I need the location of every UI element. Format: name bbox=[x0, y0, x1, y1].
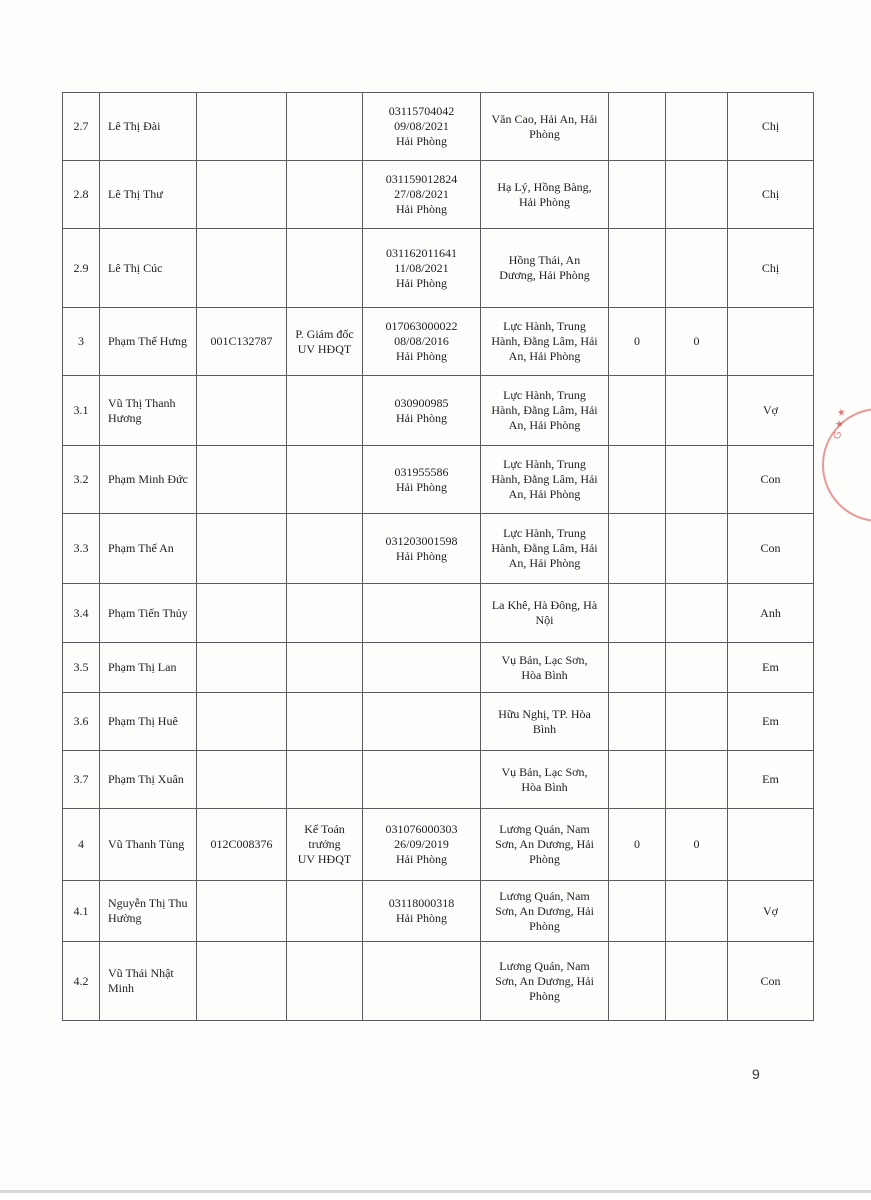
cell-relation-text: Con bbox=[760, 541, 781, 555]
cell-relation-text: Em bbox=[762, 714, 779, 728]
cell-stt bbox=[63, 693, 100, 751]
cell-shares bbox=[609, 809, 666, 881]
cell-stt bbox=[63, 376, 100, 446]
cell-ratio-text: 0 bbox=[693, 334, 700, 348]
table-row bbox=[63, 881, 814, 942]
cell-shares bbox=[609, 446, 666, 514]
cell-name bbox=[100, 584, 197, 643]
cell-address bbox=[481, 376, 609, 446]
cell-shares bbox=[609, 751, 666, 809]
cell-address bbox=[481, 446, 609, 514]
table-row bbox=[63, 693, 814, 751]
table-row bbox=[63, 308, 814, 376]
cell-id-info-text: 031159012824 27/08/2021 Hải Phòng bbox=[385, 172, 458, 216]
cell-code-text: 001C132787 bbox=[210, 334, 273, 348]
cell-id-info bbox=[363, 643, 481, 693]
cell-ratio bbox=[666, 809, 728, 881]
cell-name bbox=[100, 942, 197, 1021]
table-row bbox=[63, 446, 814, 514]
cell-relation bbox=[728, 693, 814, 751]
cell-relation-text: Em bbox=[762, 660, 779, 674]
cell-relation-text: Vợ bbox=[762, 903, 778, 918]
cell-relation bbox=[728, 93, 814, 161]
cell-stt bbox=[63, 881, 100, 942]
cell-stt bbox=[63, 942, 100, 1021]
cell-address-text: Lực Hành, Trung Hành, Đằng Lâm, Hải An, Hải Phòng bbox=[491, 526, 598, 570]
page-number: 9 bbox=[752, 1066, 760, 1082]
cell-position bbox=[287, 751, 363, 809]
cell-code bbox=[197, 643, 287, 693]
cell-code bbox=[197, 809, 287, 881]
cell-address-text: Lương Quán, Nam Sơn, An Dương, Hải Phòng bbox=[495, 822, 594, 866]
cell-address-text: Lực Hành, Trung Hành, Đằng Lâm, Hải An, Hải Phòng bbox=[491, 388, 598, 432]
cell-position bbox=[287, 693, 363, 751]
cell-address bbox=[481, 881, 609, 942]
cell-stt bbox=[63, 751, 100, 809]
cell-id-info bbox=[363, 881, 481, 942]
cell-code bbox=[197, 942, 287, 1021]
cell-position bbox=[287, 514, 363, 584]
cell-id-info bbox=[363, 942, 481, 1021]
cell-ratio bbox=[666, 229, 728, 308]
cell-shares bbox=[609, 93, 666, 161]
cell-position bbox=[287, 643, 363, 693]
cell-name-text: Nguyễn Thị Thu Hường bbox=[108, 896, 188, 925]
cell-position bbox=[287, 93, 363, 161]
table-row bbox=[63, 643, 814, 693]
cell-code bbox=[197, 308, 287, 376]
cell-relation bbox=[728, 881, 814, 942]
cell-address-text: Lương Quán, Nam Sơn, An Dương, Hải Phòng bbox=[495, 888, 594, 933]
cell-stt bbox=[63, 514, 100, 584]
cell-id-info-text: 031203001598 Hải Phòng bbox=[385, 533, 458, 563]
cell-name-text: Phạm Thế An bbox=[108, 541, 174, 555]
cell-shares bbox=[609, 376, 666, 446]
cell-stt-text: 3 bbox=[78, 334, 84, 348]
cell-id-info-text: 03115704042 09/08/2021 Hải Phòng bbox=[388, 104, 455, 148]
cell-relation-text: Chị bbox=[761, 119, 780, 133]
cell-id-info bbox=[363, 308, 481, 376]
cell-relation bbox=[728, 514, 814, 584]
cell-ratio bbox=[666, 161, 728, 229]
cell-position bbox=[287, 942, 363, 1021]
cell-address-text: Lực Hành, Trung Hành, Đằng Lâm, Hải An, Hải Phòng bbox=[491, 319, 598, 363]
cell-relation bbox=[728, 161, 814, 229]
cell-relation bbox=[728, 584, 814, 643]
cell-stt-text: 3.1 bbox=[73, 403, 89, 417]
cell-position bbox=[287, 376, 363, 446]
cell-relation-text: Con bbox=[760, 973, 781, 988]
cell-stt-text: 3.6 bbox=[73, 714, 89, 728]
cell-relation-text: Chị bbox=[761, 187, 780, 201]
cell-id-info-text: 030900985 Hải Phòng bbox=[394, 395, 449, 425]
cell-stt bbox=[63, 308, 100, 376]
cell-id-info bbox=[363, 809, 481, 881]
cell-address bbox=[481, 693, 609, 751]
cell-relation bbox=[728, 751, 814, 809]
cell-position bbox=[287, 809, 363, 881]
cell-code bbox=[197, 584, 287, 643]
cell-stt bbox=[63, 643, 100, 693]
cell-relation-text: Em bbox=[762, 772, 779, 786]
cell-shares bbox=[609, 584, 666, 643]
cell-shares bbox=[609, 643, 666, 693]
cell-name bbox=[100, 751, 197, 809]
cell-id-info bbox=[363, 93, 481, 161]
table-row bbox=[63, 751, 814, 809]
cell-id-info-text: 031955586 Hải Phòng bbox=[394, 464, 449, 494]
cell-stt-text: 4.1 bbox=[73, 903, 89, 918]
cell-ratio bbox=[666, 693, 728, 751]
cell-stt-text: 2.8 bbox=[73, 187, 89, 201]
cell-stt bbox=[63, 161, 100, 229]
table-row bbox=[63, 93, 814, 161]
cell-address-text: Văn Cao, Hải An, Hải Phòng bbox=[491, 111, 598, 141]
cell-stt-text: 3.5 bbox=[73, 660, 89, 674]
cell-address-text: Hạ Lý, Hồng Bàng, Hải Phòng bbox=[497, 179, 592, 209]
cell-code bbox=[197, 693, 287, 751]
cell-stt-text: 2.7 bbox=[73, 119, 89, 133]
cell-name bbox=[100, 161, 197, 229]
cell-stt-text: 2.9 bbox=[73, 260, 89, 275]
cell-code bbox=[197, 376, 287, 446]
table-row bbox=[63, 514, 814, 584]
cell-code bbox=[197, 93, 287, 161]
cell-stt-text: 3.7 bbox=[73, 772, 89, 786]
cell-address bbox=[481, 809, 609, 881]
cell-position bbox=[287, 229, 363, 308]
cell-stt bbox=[63, 446, 100, 514]
cell-ratio-text: 0 bbox=[693, 837, 700, 851]
cell-name-text: Phạm Thế Hưng bbox=[108, 334, 187, 348]
cell-id-info bbox=[363, 446, 481, 514]
cell-relation bbox=[728, 942, 814, 1021]
cell-name-text: Phạm Minh Đức bbox=[108, 472, 188, 486]
cell-ratio bbox=[666, 751, 728, 809]
cell-address bbox=[481, 584, 609, 643]
cell-ratio bbox=[666, 881, 728, 942]
cell-relation-text: Chị bbox=[761, 260, 780, 275]
cell-name bbox=[100, 376, 197, 446]
cell-id-info-text: 017063000022 08/08/2016 Hải Phòng bbox=[385, 319, 458, 363]
cell-code bbox=[197, 161, 287, 229]
cell-name bbox=[100, 308, 197, 376]
cell-name-text: Lê Thị Đài bbox=[108, 119, 161, 133]
cell-relation bbox=[728, 376, 814, 446]
cell-name-text: Phạm Tiến Thủy bbox=[108, 605, 188, 620]
cell-ratio bbox=[666, 93, 728, 161]
cell-ratio bbox=[666, 584, 728, 643]
cell-relation-text: Con bbox=[760, 472, 781, 486]
cell-address bbox=[481, 942, 609, 1021]
cell-id-info bbox=[363, 514, 481, 584]
cell-shares bbox=[609, 308, 666, 376]
cell-address bbox=[481, 643, 609, 693]
cell-position bbox=[287, 308, 363, 376]
cell-shares bbox=[609, 693, 666, 751]
cell-address-text: Vụ Bản, Lạc Sơn, Hòa Bình bbox=[501, 764, 588, 794]
cell-code bbox=[197, 751, 287, 809]
cell-stt bbox=[63, 584, 100, 643]
cell-name bbox=[100, 229, 197, 308]
cell-name bbox=[100, 693, 197, 751]
cell-name-text: Phạm Thị Xuân bbox=[108, 772, 184, 786]
cell-id-info-text: 031162011641 11/08/2021 Hải Phòng bbox=[385, 245, 458, 290]
table-row bbox=[63, 376, 814, 446]
cell-id-info-text: 03118000318 Hải Phòng bbox=[388, 896, 455, 925]
cell-name bbox=[100, 93, 197, 161]
cell-shares bbox=[609, 942, 666, 1021]
cell-name-text: Lê Thị Cúc bbox=[108, 260, 163, 275]
cell-address bbox=[481, 308, 609, 376]
cell-shares bbox=[609, 881, 666, 942]
cell-position bbox=[287, 161, 363, 229]
cell-address bbox=[481, 161, 609, 229]
cell-address-text: La Khê, Hà Đông, Hà Nội bbox=[491, 598, 598, 627]
cell-ratio bbox=[666, 446, 728, 514]
shareholder-table bbox=[62, 92, 814, 1021]
cell-address bbox=[481, 93, 609, 161]
table-row bbox=[63, 942, 814, 1021]
cell-position-text: P. Giám đốc UV HĐQT bbox=[295, 326, 354, 356]
cell-id-info bbox=[363, 751, 481, 809]
cell-stt-text: 3.3 bbox=[73, 541, 89, 555]
cell-id-info bbox=[363, 376, 481, 446]
cell-stt-text: 3.2 bbox=[73, 472, 89, 486]
cell-id-info bbox=[363, 693, 481, 751]
page-bottom-edge bbox=[0, 1190, 871, 1193]
cell-id-info bbox=[363, 584, 481, 643]
cell-id-info bbox=[363, 229, 481, 308]
cell-relation-text: Anh bbox=[760, 605, 781, 620]
cell-ratio bbox=[666, 308, 728, 376]
stamp-text: G ★ ★ bbox=[832, 407, 849, 440]
cell-name-text: Phạm Thị Huê bbox=[108, 714, 178, 728]
cell-code bbox=[197, 514, 287, 584]
table-row bbox=[63, 809, 814, 881]
cell-stt bbox=[63, 809, 100, 881]
cell-name-text: Phạm Thị Lan bbox=[108, 660, 177, 674]
cell-name bbox=[100, 809, 197, 881]
table-row bbox=[63, 161, 814, 229]
cell-code-text: 012C008376 bbox=[210, 837, 273, 851]
cell-stt-text: 4.2 bbox=[73, 973, 89, 988]
cell-name bbox=[100, 643, 197, 693]
cell-address-text: Lực Hành, Trung Hành, Đằng Lâm, Hải An, Hải Phòng bbox=[491, 457, 598, 501]
cell-address-text: Vụ Bản, Lạc Sơn, Hòa Bình bbox=[501, 652, 588, 682]
cell-ratio bbox=[666, 643, 728, 693]
cell-name bbox=[100, 446, 197, 514]
cell-address-text: Hồng Thái, An Dương, Hải Phòng bbox=[499, 253, 590, 282]
cell-name-text: Vũ Thị Thanh Hương bbox=[108, 395, 176, 425]
cell-ratio bbox=[666, 376, 728, 446]
cell-address bbox=[481, 514, 609, 584]
cell-relation bbox=[728, 643, 814, 693]
table-row bbox=[63, 229, 814, 308]
cell-position-text: Kế Toán trưởng UV HĐQT bbox=[297, 822, 352, 866]
cell-code bbox=[197, 229, 287, 308]
cell-position bbox=[287, 881, 363, 942]
cell-relation bbox=[728, 809, 814, 881]
cell-address-text: Lương Quán, Nam Sơn, An Dương, Hải Phòng bbox=[495, 958, 594, 1003]
cell-shares bbox=[609, 161, 666, 229]
cell-stt-text: 4 bbox=[78, 837, 84, 851]
cell-position bbox=[287, 584, 363, 643]
table-row bbox=[63, 584, 814, 643]
cell-ratio bbox=[666, 942, 728, 1021]
cell-position bbox=[287, 446, 363, 514]
cell-ratio bbox=[666, 514, 728, 584]
red-seal-stamp bbox=[822, 408, 871, 522]
cell-shares bbox=[609, 514, 666, 584]
cell-shares-text: 0 bbox=[634, 837, 640, 851]
cell-address bbox=[481, 229, 609, 308]
cell-address bbox=[481, 751, 609, 809]
cell-id-info-text: 031076000303 26/09/2019 Hải Phòng bbox=[385, 822, 458, 866]
cell-relation bbox=[728, 229, 814, 308]
cell-name bbox=[100, 514, 197, 584]
cell-name-text: Lê Thị Thư bbox=[108, 187, 163, 201]
cell-stt bbox=[63, 93, 100, 161]
cell-shares-text: 0 bbox=[634, 334, 640, 348]
cell-stt bbox=[63, 229, 100, 308]
cell-name-text: Vũ Thanh Tùng bbox=[108, 837, 185, 851]
cell-code bbox=[197, 881, 287, 942]
cell-name bbox=[100, 881, 197, 942]
cell-shares bbox=[609, 229, 666, 308]
cell-code bbox=[197, 446, 287, 514]
cell-relation bbox=[728, 446, 814, 514]
cell-id-info bbox=[363, 161, 481, 229]
cell-stt-text: 3.4 bbox=[73, 605, 89, 620]
cell-relation-text: Vợ bbox=[762, 403, 778, 417]
cell-relation bbox=[728, 308, 814, 376]
cell-name-text: Vũ Thái Nhật Minh bbox=[108, 966, 174, 995]
cell-address-text: Hữu Nghị, TP. Hòa Bình bbox=[498, 706, 591, 736]
